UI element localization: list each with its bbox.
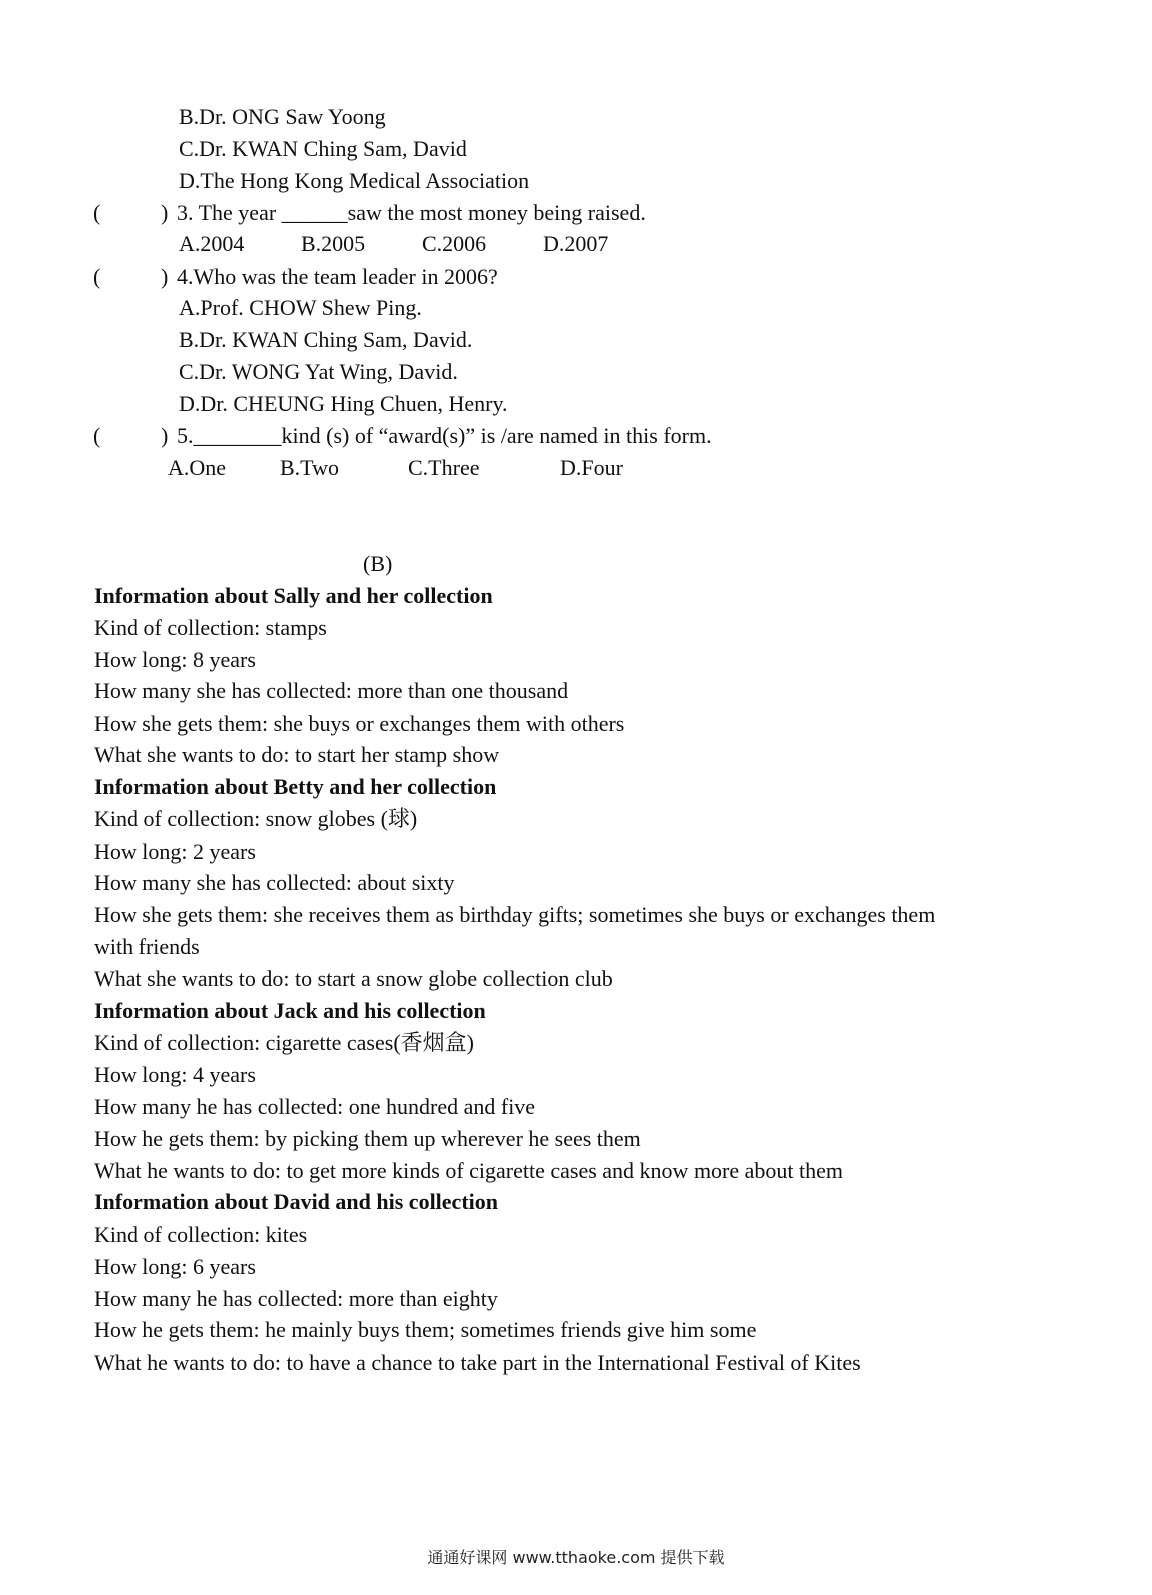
q3-option-b: B.2005 (301, 231, 366, 256)
betty-heading: Information about Betty and her collection (94, 774, 497, 799)
q2-option-c: C.Dr. KWAN Ching Sam, David (179, 136, 467, 161)
q5-answer-close: ) (161, 423, 169, 448)
david-how-many: How many he has collected: more than eighty (94, 1286, 498, 1311)
q4-option-a: A.Prof. CHOW Shew Ping. (179, 295, 422, 320)
betty-how-many: How many she has collected: about sixty (94, 870, 455, 895)
sally-how-long: How long: 8 years (94, 647, 256, 672)
jack-how-gets: How he gets them: by picking them up wherever he sees them (94, 1126, 641, 1151)
jack-kind: Kind of collection: cigarette cases(香烟盒) (94, 1030, 474, 1055)
q3-stem: 3. The year ______saw the most money being raised. (177, 200, 646, 225)
betty-wants: What she wants to do: to start a snow globe collection club (94, 966, 613, 991)
betty-how-gets-line2: with friends (94, 934, 200, 959)
q3-option-a: A.2004 (179, 231, 245, 256)
betty-how-gets-line1: How she gets them: she receives them as birthday gifts; sometimes she buys or exchanges them (94, 902, 936, 927)
sally-how-gets: How she gets them: she buys or exchanges them with others (94, 711, 625, 736)
section-b-label: (B) (363, 551, 393, 576)
q3-answer-close: ) (161, 200, 169, 225)
q2-option-d: D.The Hong Kong Medical Association (179, 168, 530, 193)
q5-stem: 5.________kind (s) of “award(s)” is /are named in this form. (177, 423, 712, 448)
jack-wants: What he wants to do: to get more kinds of cigarette cases and know more about them (94, 1158, 844, 1183)
sally-how-many: How many she has collected: more than one thousand (94, 678, 569, 703)
q3-answer-open: ( (93, 200, 101, 225)
david-kind: Kind of collection: kites (94, 1222, 308, 1247)
q5-option-c: C.Three (408, 455, 480, 480)
q3-option-d: D.2007 (543, 231, 609, 256)
betty-kind: Kind of collection: snow globes (球) (94, 806, 418, 831)
david-how-gets: How he gets them: he mainly buys them; sometimes friends give him some (94, 1317, 757, 1342)
sally-kind: Kind of collection: stamps (94, 615, 327, 640)
q5-option-b: B.Two (280, 455, 339, 480)
q2-option-b: B.Dr. ONG Saw Yoong (179, 104, 386, 129)
q3-option-c: C.2006 (422, 231, 487, 256)
q4-stem: 4.Who was the team leader in 2006? (177, 264, 498, 289)
betty-how-long: How long: 2 years (94, 839, 256, 864)
sally-heading: Information about Sally and her collection (94, 583, 493, 608)
q5-option-a: A.One (168, 455, 227, 480)
q4-option-b: B.Dr. KWAN Ching Sam, David. (179, 327, 473, 352)
jack-how-many: How many he has collected: one hundred and five (94, 1094, 536, 1119)
jack-how-long: How long: 4 years (94, 1062, 256, 1087)
q4-option-d: D.Dr. CHEUNG Hing Chuen, Henry. (179, 391, 508, 416)
david-how-long: How long: 6 years (94, 1254, 256, 1279)
david-wants: What he wants to do: to have a chance to take part in the International Festival of Kites (94, 1350, 861, 1375)
david-heading: Information about David and his collection (94, 1189, 498, 1214)
q4-answer-open: ( (93, 264, 101, 289)
jack-heading: Information about Jack and his collection (94, 998, 486, 1023)
q4-option-c: C.Dr. WONG Yat Wing, David. (179, 359, 458, 384)
sally-wants: What she wants to do: to start her stamp show (94, 742, 500, 767)
q5-option-d: D.Four (560, 455, 623, 480)
q5-answer-open: ( (93, 423, 101, 448)
footer-source: 通通好课网 www.tthaoke.com 提供下载 (427, 1548, 725, 1567)
q4-answer-close: ) (161, 264, 169, 289)
